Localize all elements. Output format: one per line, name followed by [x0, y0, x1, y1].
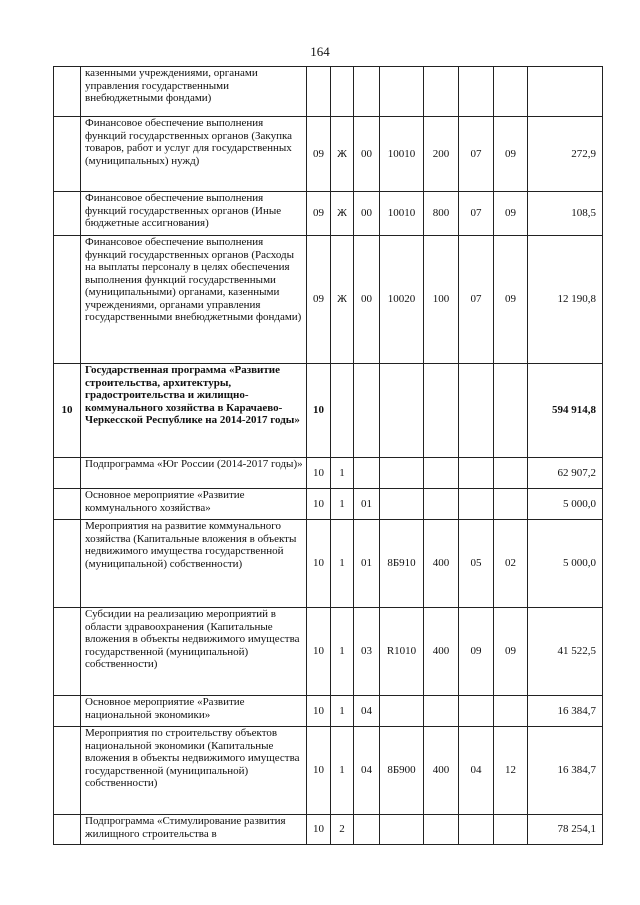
cell-subprogram-code: 1 [331, 727, 354, 815]
cell-row-number [54, 815, 81, 845]
cell-subprogram-code: Ж [331, 117, 354, 192]
cell-direction-code [380, 364, 424, 458]
cell-amount: 12 190,8 [528, 236, 603, 364]
cell-program-code: 09 [307, 236, 331, 364]
cell-expense-type-code: 800 [424, 192, 459, 236]
table-row [54, 608, 603, 696]
cell-row-number: 10 [54, 364, 81, 458]
cell-amount: 16 384,7 [528, 727, 603, 815]
cell-subprogram-code: 1 [331, 489, 354, 520]
cell-subprogram-code: 1 [331, 458, 354, 489]
cell-item-name: Мероприятия на развитие коммунального хозяйства (Капитальные вложения в объекты недвижимого имущества государственной (муниципальной) собственности) [81, 520, 307, 608]
cell-subsection-code: 09 [494, 192, 528, 236]
budget-table [53, 66, 603, 845]
cell-measure-code [354, 67, 380, 117]
cell-direction-code: 10010 [380, 117, 424, 192]
cell-item-name: Подпрограмма «Стимулирование развития жилищного строительства в [81, 815, 307, 845]
cell-row-number [54, 192, 81, 236]
cell-program-code: 10 [307, 608, 331, 696]
table-row [54, 67, 603, 117]
cell-expense-type-code: 400 [424, 727, 459, 815]
cell-measure-code: 00 [354, 117, 380, 192]
cell-direction-code: 8Б900 [380, 727, 424, 815]
cell-item-name: Финансовое обеспечение выполнения функций государственных органов (Расходы на выплаты персоналу в целях обеспечения выполнения функций государственными (муниципальными) органами, казенными учреждениями, органами управления государственными внебюджетными фондами) [81, 236, 307, 364]
cell-direction-code [380, 815, 424, 845]
cell-subprogram-code: 1 [331, 696, 354, 727]
cell-measure-code: 00 [354, 192, 380, 236]
table-row [54, 727, 603, 815]
cell-section-code [459, 696, 494, 727]
cell-subprogram-code: 2 [331, 815, 354, 845]
cell-item-name: Мероприятия по строительству объектов национальной экономики (Капитальные вложения в объекты недвижимого имущества государственной (муниципальной) собственности) [81, 727, 307, 815]
cell-row-number [54, 608, 81, 696]
cell-program-code: 10 [307, 696, 331, 727]
cell-subprogram-code [331, 67, 354, 117]
cell-subsection-code [494, 489, 528, 520]
cell-measure-code: 04 [354, 727, 380, 815]
cell-item-name: Финансовое обеспечение выполнения функций государственных органов (Закупка товаров, работ и услуг для государственных (муниципальных) нужд) [81, 117, 307, 192]
cell-item-name: Финансовое обеспечение выполнения функций государственных органов (Иные бюджетные ассигнования) [81, 192, 307, 236]
cell-measure-code [354, 815, 380, 845]
cell-row-number [54, 117, 81, 192]
table-row [54, 815, 603, 845]
table-row [54, 364, 603, 458]
cell-amount: 5 000,0 [528, 520, 603, 608]
cell-row-number [54, 696, 81, 727]
cell-amount: 41 522,5 [528, 608, 603, 696]
cell-subsection-code: 09 [494, 608, 528, 696]
cell-section-code: 07 [459, 117, 494, 192]
cell-measure-code: 04 [354, 696, 380, 727]
cell-item-name: казенными учреждениями, органами управления государственными внебюджетными фондами) [81, 67, 307, 117]
cell-expense-type-code [424, 67, 459, 117]
cell-row-number [54, 489, 81, 520]
cell-program-code: 10 [307, 458, 331, 489]
cell-amount: 16 384,7 [528, 696, 603, 727]
cell-subsection-code: 09 [494, 236, 528, 364]
cell-amount: 5 000,0 [528, 489, 603, 520]
cell-subsection-code: 12 [494, 727, 528, 815]
cell-amount: 78 254,1 [528, 815, 603, 845]
table-row [54, 520, 603, 608]
cell-item-name: Подпрограмма «Юг России (2014-2017 годы)» [81, 458, 307, 489]
cell-section-code: 07 [459, 236, 494, 364]
cell-row-number [54, 236, 81, 364]
cell-row-number [54, 520, 81, 608]
cell-subprogram-code: Ж [331, 192, 354, 236]
cell-subprogram-code: 1 [331, 520, 354, 608]
cell-section-code [459, 67, 494, 117]
cell-section-code [459, 489, 494, 520]
table-row [54, 236, 603, 364]
cell-direction-code [380, 67, 424, 117]
table-row [54, 696, 603, 727]
cell-direction-code [380, 696, 424, 727]
cell-program-code: 10 [307, 520, 331, 608]
cell-section-code [459, 815, 494, 845]
cell-direction-code: 10020 [380, 236, 424, 364]
cell-expense-type-code: 400 [424, 608, 459, 696]
cell-direction-code: 10010 [380, 192, 424, 236]
cell-expense-type-code: 200 [424, 117, 459, 192]
cell-item-name: Государственная программа «Развитие строительства, архитектуры, градостроительства и жилищно-коммунального хозяйства в Карачаево-Черкесской Республике на 2014-2017 годы» [81, 364, 307, 458]
cell-section-code: 07 [459, 192, 494, 236]
cell-subsection-code [494, 696, 528, 727]
cell-section-code: 09 [459, 608, 494, 696]
table-row [54, 192, 603, 236]
cell-expense-type-code [424, 364, 459, 458]
cell-subsection-code [494, 67, 528, 117]
cell-section-code [459, 458, 494, 489]
cell-program-code: 10 [307, 727, 331, 815]
cell-row-number [54, 67, 81, 117]
cell-section-code: 05 [459, 520, 494, 608]
cell-expense-type-code: 400 [424, 520, 459, 608]
cell-subprogram-code: Ж [331, 236, 354, 364]
cell-section-code: 04 [459, 727, 494, 815]
table-row [54, 489, 603, 520]
cell-subsection-code [494, 815, 528, 845]
cell-program-code: 10 [307, 815, 331, 845]
cell-measure-code: 00 [354, 236, 380, 364]
cell-program-code: 09 [307, 117, 331, 192]
cell-program-code: 09 [307, 192, 331, 236]
cell-expense-type-code [424, 815, 459, 845]
cell-row-number [54, 727, 81, 815]
cell-amount: 108,5 [528, 192, 603, 236]
cell-subsection-code [494, 364, 528, 458]
cell-item-name: Основное мероприятие «Развитие коммунального хозяйства» [81, 489, 307, 520]
page-number: 164 [310, 44, 330, 59]
cell-subprogram-code [331, 364, 354, 458]
cell-item-name: Субсидии на реализацию мероприятий в области здравоохранения (Капитальные вложения в объекты недвижимого имущества государственной (муниципальной) собственности) [81, 608, 307, 696]
cell-measure-code [354, 364, 380, 458]
cell-row-number [54, 458, 81, 489]
table-row [54, 458, 603, 489]
cell-amount: 272,9 [528, 117, 603, 192]
cell-measure-code: 01 [354, 520, 380, 608]
cell-direction-code [380, 458, 424, 489]
cell-program-code [307, 67, 331, 117]
cell-expense-type-code [424, 696, 459, 727]
cell-expense-type-code: 100 [424, 236, 459, 364]
cell-program-code: 10 [307, 364, 331, 458]
cell-expense-type-code [424, 489, 459, 520]
cell-amount [528, 67, 603, 117]
cell-direction-code: R1010 [380, 608, 424, 696]
cell-expense-type-code [424, 458, 459, 489]
cell-measure-code: 01 [354, 489, 380, 520]
cell-amount: 594 914,8 [528, 364, 603, 458]
cell-section-code [459, 364, 494, 458]
cell-subsection-code: 02 [494, 520, 528, 608]
cell-subsection-code: 09 [494, 117, 528, 192]
cell-amount: 62 907,2 [528, 458, 603, 489]
cell-measure-code [354, 458, 380, 489]
table-row [54, 117, 603, 192]
cell-subsection-code [494, 458, 528, 489]
cell-direction-code [380, 489, 424, 520]
cell-direction-code: 8Б910 [380, 520, 424, 608]
cell-measure-code: 03 [354, 608, 380, 696]
cell-item-name: Основное мероприятие «Развитие национальной экономики» [81, 696, 307, 727]
cell-program-code: 10 [307, 489, 331, 520]
cell-subprogram-code: 1 [331, 608, 354, 696]
